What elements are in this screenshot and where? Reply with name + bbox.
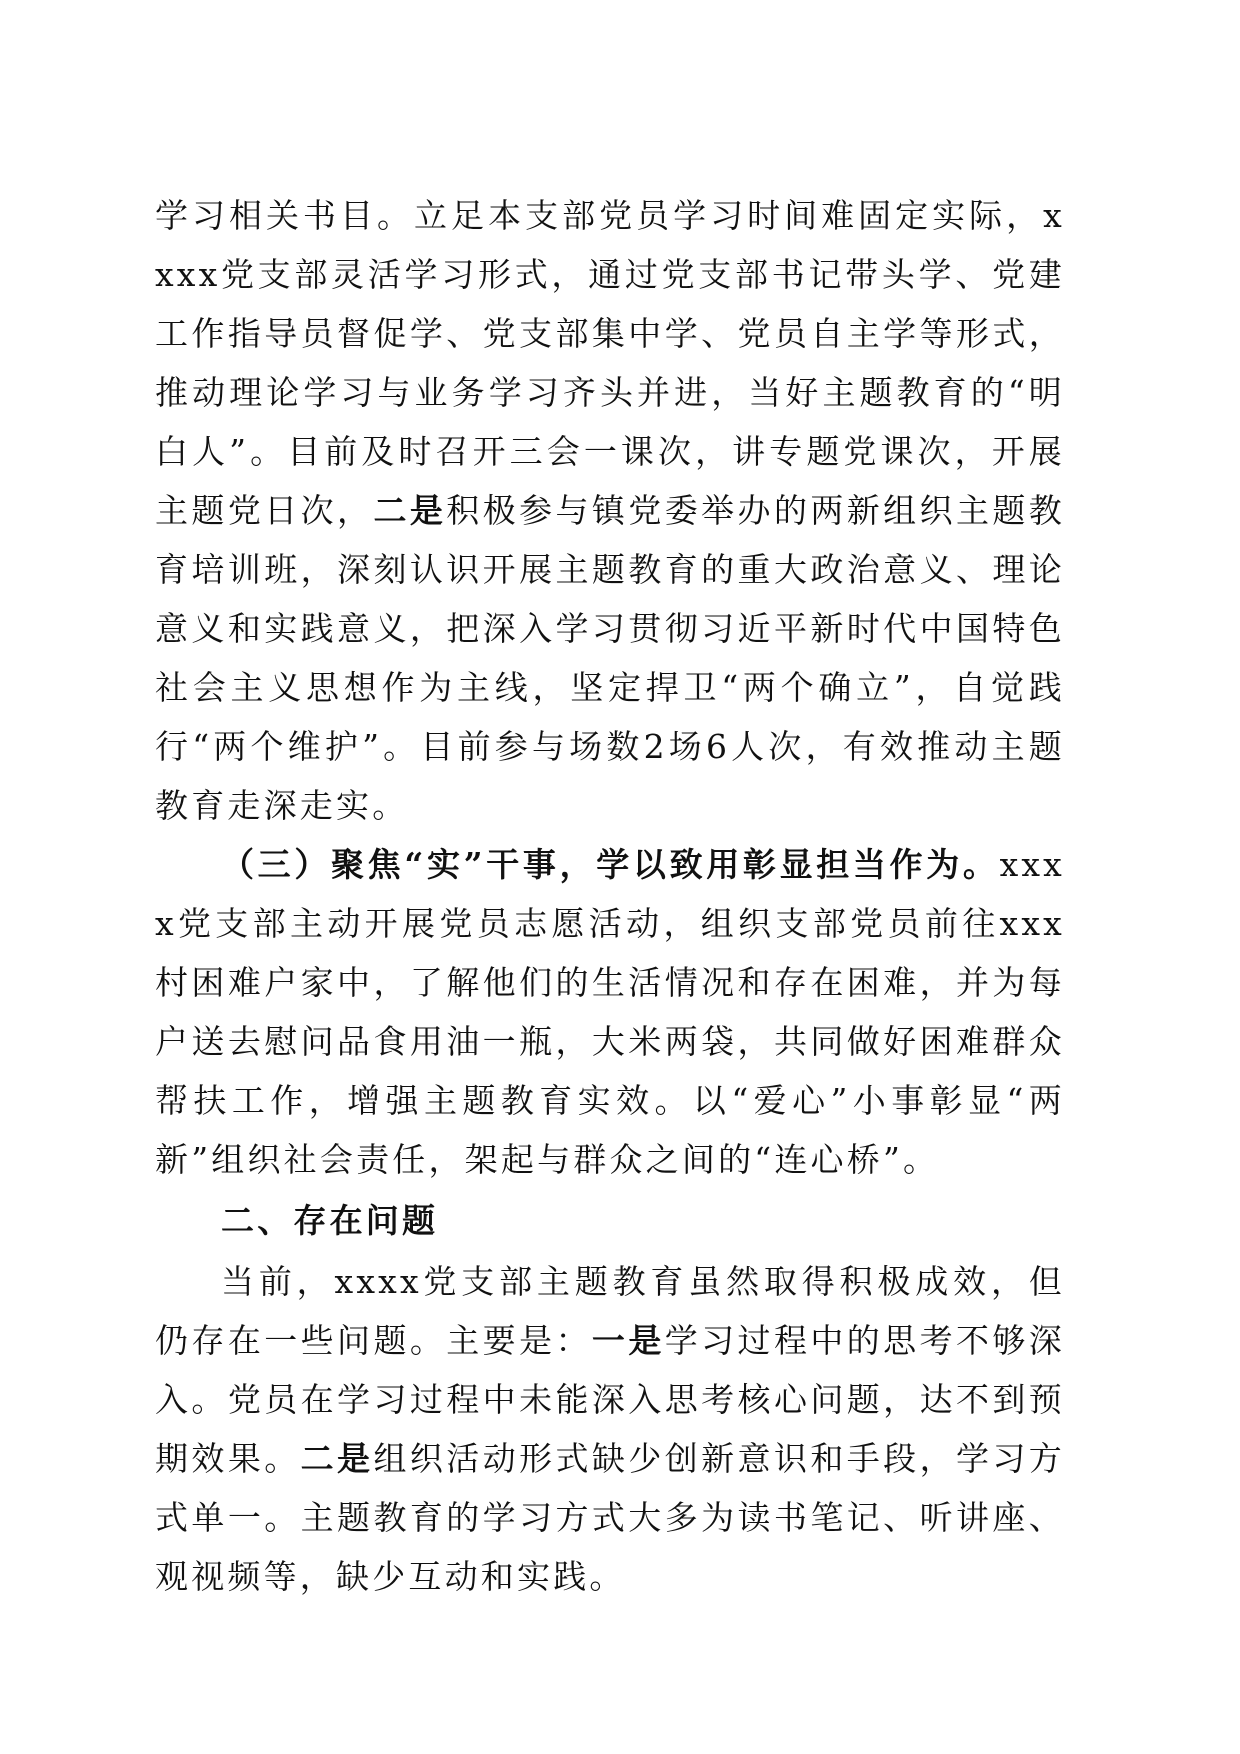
paragraph-text: xxxx党支部主动开展党员志愿活动，组织支部党员前往xxx村困难户家中，了解他们的生活情况和存在困难，并为每户送去慰问品食用油一瓶，大米两袋，共同做好困难群众帮扶工作，增强主题教育实效。以“爱心”小事彰显“两新”组织社会责任，架起与群众之间的“连心桥”。 bbox=[155, 845, 1065, 1179]
paragraph-practice bbox=[155, 835, 1065, 1189]
paragraph-text: 学习过程中的思考不够深入。党员在学习过程中未能深入思考核心问题，达不到预期效果。 bbox=[155, 1321, 1066, 1478]
emphasis-second: 二是 bbox=[373, 491, 447, 530]
paragraph-text: 当前，xxxx党支部主题教育虽然取得积极成效，但仍存在一些问题。主要是： bbox=[155, 1262, 1065, 1360]
paragraph-text: 组织活动形式缺少创新意识和手段，学习方式单一。主题教育的学习方式大多为读书笔记、听讲座、观视频等，缺少互动和实践。 bbox=[155, 1439, 1065, 1596]
paragraph-continued bbox=[155, 186, 1065, 835]
paragraph-text: 学习相关书目。立足本支部党员学习时间难固定实际，xxxx党支部灵活学习形式，通过党支部书记带头学、党建工作指导员督促学、党支部集中学、党员自主学等形式，推动理论学习与业务学习齐头并进，当好主题教育的“明白人”。目前及时召开三会一课次，讲专题党课次，开展主题党日次， bbox=[155, 196, 1065, 530]
document-body bbox=[155, 186, 1065, 1606]
paragraph-text: 积极参与镇党委举办的两新组织主题教育培训班，深刻认识开展主题教育的重大政治意义、理论意义和实践意义，把深入学习贯彻习近平新时代中国特色社会主义思想作为主线，坚定捍卫“两个确立”，自觉践行“两个维护”。目前参与场数2场6人次，有效推动主题教育走深走实。 bbox=[155, 491, 1066, 825]
paragraph-problems bbox=[155, 1252, 1065, 1606]
section-heading: 二、存在问题 bbox=[221, 1201, 439, 1240]
subsection-heading: （三）聚焦“实”干事，学以致用彰显担当作为。 bbox=[221, 845, 1000, 884]
emphasis-first: 一是 bbox=[591, 1321, 665, 1360]
emphasis-second: 二是 bbox=[300, 1439, 374, 1478]
